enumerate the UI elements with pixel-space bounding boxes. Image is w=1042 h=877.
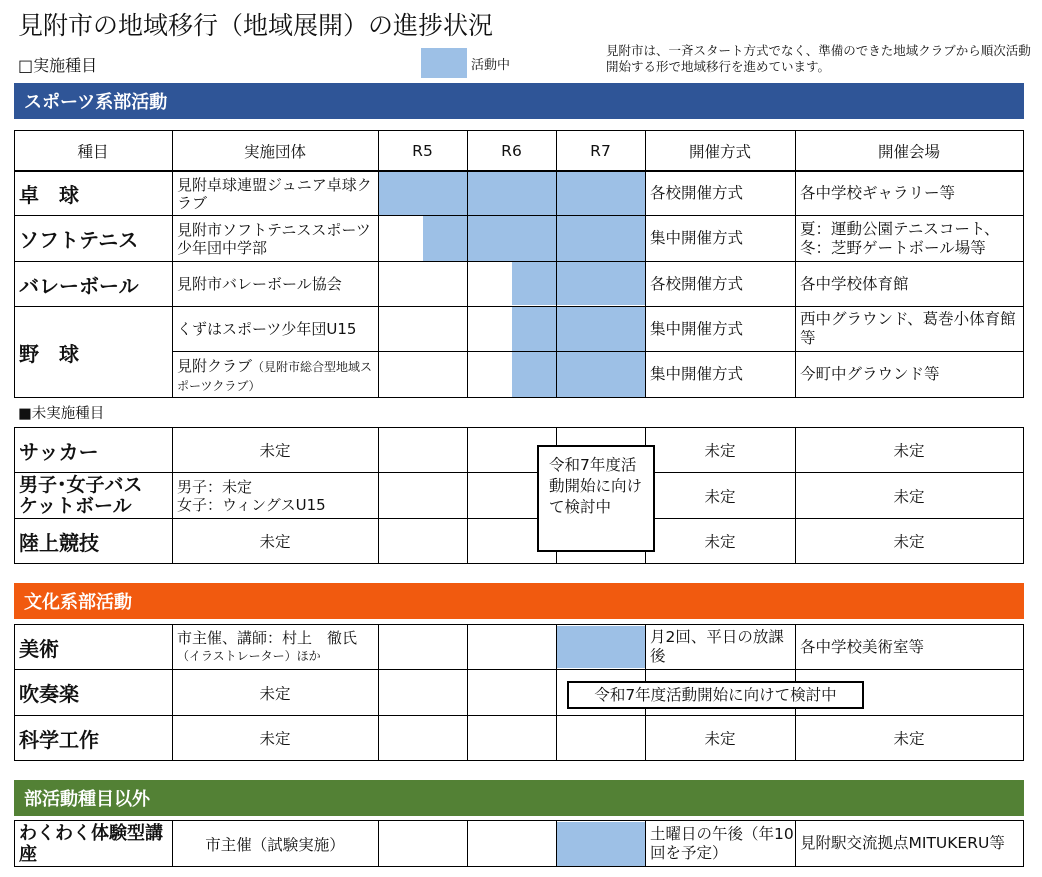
page-title: 見附市の地域移行（地域展開）の進捗状況 — [18, 11, 494, 40]
category-art: 美術 — [19, 636, 59, 661]
org-volleyball: 見附市バレーボール協会 — [177, 275, 342, 293]
category-table-tennis: 卓 球 — [19, 183, 79, 207]
legend-active-swatch — [421, 48, 467, 78]
category-soft-tennis: ソフトテニス — [19, 228, 139, 252]
venue-soccer: 未定 — [893, 442, 925, 460]
header-venue: 開催会場 — [877, 142, 940, 161]
method-workshop: 土曜日の午後（年10回を予定） — [650, 824, 794, 862]
legend-implemented-label: □実施種目 — [18, 56, 98, 75]
culture-callout-box: 令和7年度活動開始に向けて検討中 — [567, 681, 864, 709]
venue-soft-tennis-summer: 夏：運動公園テニスコート、 — [800, 219, 1000, 238]
method-volleyball: 各校開催方式 — [650, 274, 744, 293]
category-soccer: サッカー — [19, 439, 99, 464]
activity-bar-table-tennis — [379, 172, 645, 215]
header-r7: R7 — [590, 141, 611, 160]
activity-bar-volleyball — [512, 262, 645, 305]
venue-table-tennis: 各中学校ギャラリー等 — [800, 184, 956, 202]
pending-callout-box: 令和7年度活動開始に向けて検討中 — [537, 445, 655, 552]
org-table-tennis: 見附卓球連盟ジュニア卓球クラブ — [177, 175, 372, 212]
header-org: 実施団体 — [243, 142, 306, 161]
method-baseball-mitsuke-club: 集中開催方式 — [650, 365, 744, 383]
activity-bar-workshop — [557, 822, 645, 866]
org-art-sub: （イラストレーター）ほか — [177, 649, 321, 663]
category-science-craft: 科学工作 — [19, 727, 99, 752]
method-table-tennis: 各校開催方式 — [650, 184, 744, 202]
org-basketball-boys: 男子：未定 — [177, 477, 253, 496]
category-basketball-line2: ケットボール — [19, 494, 132, 517]
org-science-craft: 未定 — [259, 730, 291, 748]
section-band-culture: 文化系部活動 — [14, 583, 1024, 619]
venue-basketball: 未定 — [893, 487, 925, 506]
header-r5: R5 — [412, 141, 433, 160]
activity-bar-baseball — [512, 307, 645, 397]
activity-bar-art — [557, 626, 645, 668]
org-athletics: 未定 — [259, 533, 291, 551]
org-baseball-mitsuke-club: 見附クラブ（見附市総合型地域スポーツクラブ） — [177, 357, 373, 393]
org-art-main: 市主催、講師：村上 徹氏 — [177, 629, 358, 647]
venue-science-craft: 未定 — [893, 730, 925, 748]
category-brass-band: 吹奏楽 — [19, 682, 79, 706]
category-basketball — [14, 473, 172, 518]
method-soft-tennis: 集中開催方式 — [650, 229, 744, 247]
method-baseball-kuzuha: 集中開催方式 — [650, 319, 744, 338]
venue-soft-tennis — [795, 216, 1023, 261]
method-basketball: 未定 — [704, 487, 736, 506]
category-baseball: 野 球 — [19, 341, 79, 366]
header-method: 開催方式 — [688, 142, 751, 161]
section-band-sports: スポーツ系部活動 — [14, 83, 1024, 119]
method-science-craft: 未定 — [704, 730, 736, 748]
activity-bar-soft-tennis — [423, 216, 645, 261]
venue-volleyball: 各中学校体育館 — [800, 274, 909, 293]
org-brass-band: 未定 — [259, 684, 291, 703]
method-soccer: 未定 — [704, 442, 736, 460]
org-soft-tennis: 見附市ソフトテニススポーツ少年団中学部 — [177, 220, 371, 257]
org-basketball — [172, 473, 378, 518]
venue-baseball-kuzuha: 西中グラウンド、葛巻小体育館等 — [800, 310, 1016, 347]
venue-baseball-mitsuke-club: 今町中グラウンド等 — [800, 365, 940, 383]
header-category: 種目 — [77, 142, 109, 161]
venue-art: 各中学校美術室等 — [800, 637, 925, 656]
org-baseball-kuzuha: くずはスポーツ少年団U15 — [177, 320, 357, 338]
venue-soft-tennis-winter: 冬：芝野ゲートボール場等 — [800, 238, 986, 257]
category-workshop: わくわく体験型講座 — [19, 822, 163, 865]
org-art — [172, 625, 378, 669]
org-basketball-girls: 女子：ウィングスU15 — [177, 495, 326, 514]
legend-active-label: 活動中 — [471, 58, 511, 73]
header-r6: R6 — [501, 141, 522, 160]
method-athletics: 未定 — [704, 533, 736, 551]
org-workshop: 市主催（試験実施） — [205, 835, 345, 854]
section-band-other: 部活動種目以外 — [14, 780, 1024, 816]
org-soccer: 未定 — [259, 442, 291, 460]
category-basketball-line1: 男子･女子バス — [19, 473, 143, 496]
not-implemented-label: ■未実施種目 — [18, 406, 105, 422]
method-art: 月2回、平日の放課後 — [650, 628, 784, 665]
category-volleyball: バレーボール — [19, 273, 139, 298]
explanatory-note: 見附市は、一斉スタート方式でなく、準備のできた地域クラブから順次活動開始する形で地域移行を進めています。 — [606, 43, 1031, 74]
category-athletics: 陸上競技 — [19, 530, 99, 555]
venue-workshop: 見附駅交流拠点MITUKERU等 — [800, 834, 1005, 852]
venue-athletics: 未定 — [893, 533, 925, 551]
